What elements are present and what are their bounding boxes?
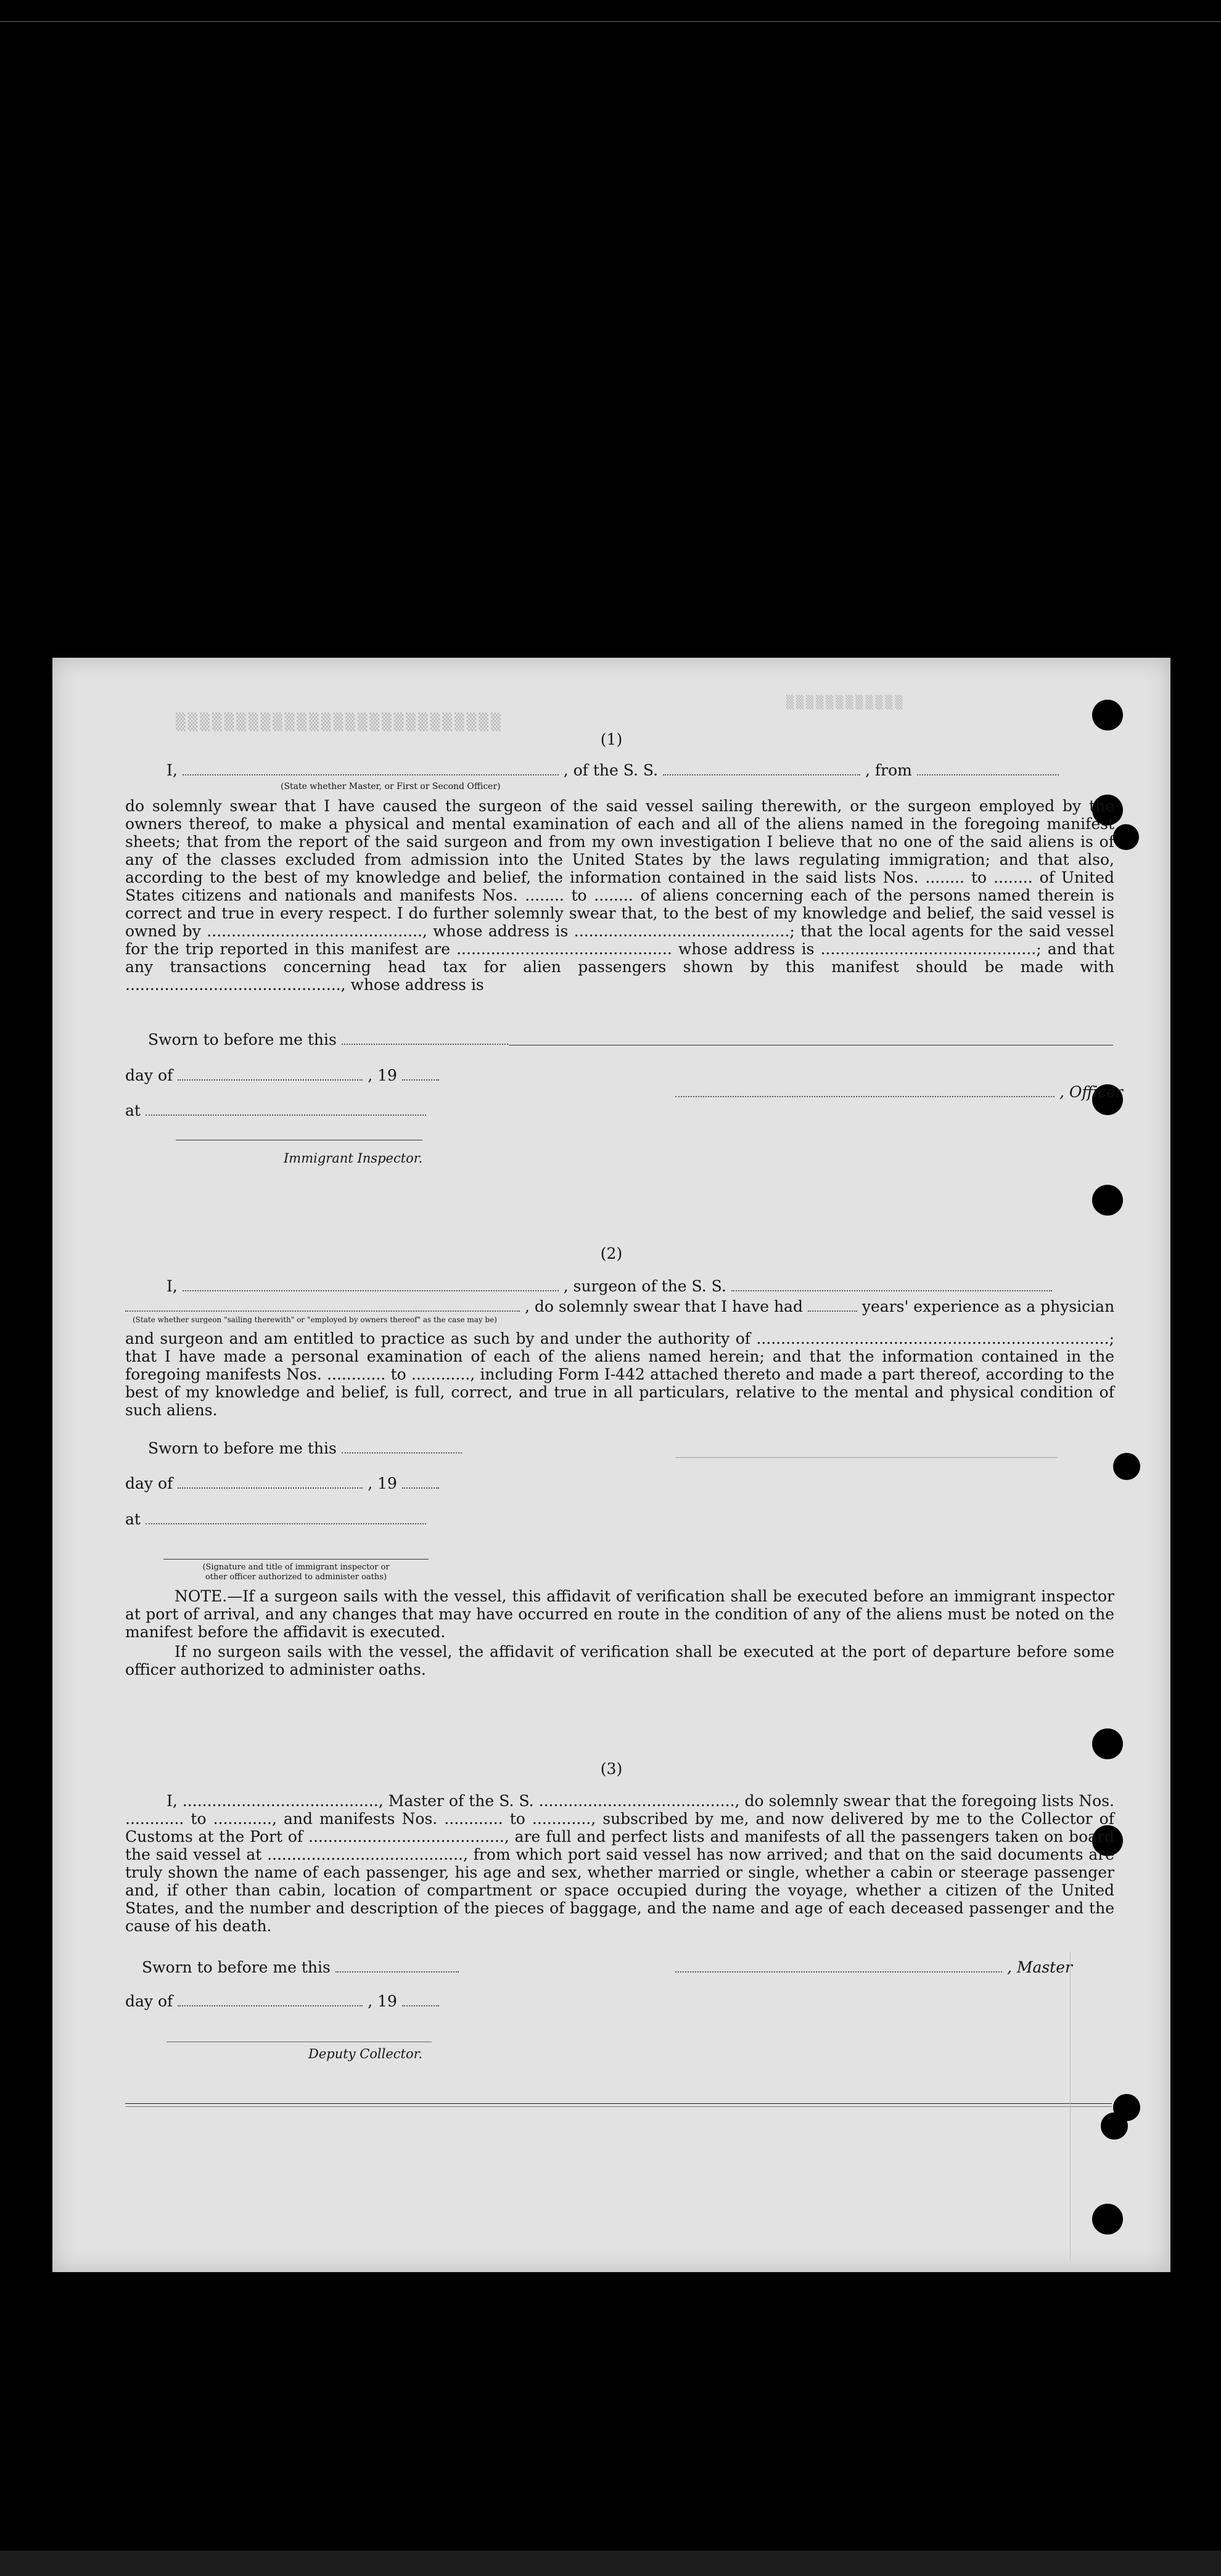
s1-from-blank[interactable]: [917, 774, 1059, 775]
s2-at-blank[interactable]: [146, 1523, 426, 1524]
s1-year-blank[interactable]: [402, 1079, 439, 1081]
s2-i-label: I,: [166, 1277, 178, 1295]
s3-master-label: , Master: [1006, 1958, 1072, 1976]
s2-at-line: [125, 1510, 426, 1529]
punch-hole: [1092, 700, 1123, 730]
s1-at-label: at: [125, 1102, 141, 1119]
s1-inspector-caption: Immigrant Inspector.: [284, 1151, 423, 1166]
s2-sworn-label: Sworn to before me this: [148, 1439, 337, 1457]
s2-signature-line: [675, 1457, 1058, 1458]
s1-officer-blank[interactable]: [675, 1096, 1054, 1097]
s3-body: I, ........................................, Master of the S. S. ........................................, do solemnly swear that the foregoing lists Nos. ............ to ............, and manifests Nos. ............ to ............, subscribed by me, and now delivered by me to the Collector of Customs at the Port of ........................................, are full and perfect lists and manifests of all the passengers taken on board the said vessel at ........................................, from which port said vessel has now arrived; and that on the said documents are truly shown the name of each passenger, his age and sex, whether married or single, whether a cabin or steerage passenger and, if other than cabin, location of compartment or space occupied during the voyage, whether a citizen of the United States, and the number and description of the pieces of baggage, and the name and age of each deceased passenger and the cause of his death.: [125, 1792, 1114, 1935]
s2-sig-caption-1: (Signature and title of immigrant inspector or: [202, 1563, 390, 1572]
s2-day-blank[interactable]: [178, 1487, 363, 1489]
s3-collector-caption: Deputy Collector.: [308, 2046, 423, 2061]
bleed-through-header: ▒▒▒▒▒▒▒▒▒▒▒▒▒▒▒▒▒▒▒▒▒▒▒▒▒▒▒: [176, 713, 503, 732]
s1-body: do solemnly swear that I have caused the surgeon of the said vessel sailing therewith, or the surgeon employed by the owners thereof, to make a physical and mental examination of each and all of the aliens named in the foregoing manifest sheets; that from the report of the said surgeon and from my own investigation I believe that no one of the said aliens is of any of the classes excluded from admission into the United States by the laws regulating immigration; and that also, according to the best of my knowledge and belief, the information contained in the said lists Nos. ........ to ........ of United States citizens and nationals and manifests Nos. ........ to ........ of aliens concerning each of the persons named therein is correct and true in every respect. I do further solemnly swear that, to the best of my knowledge and belief, the said vessel is owned by ............................................, whose address is ............................................; that the local agents for the said vessel for the trip reported in this manifest are ............................................ whose address is ............................................; and that any transactions concerning head tax for alien passengers shown by this manifest should be made with ............................................, whose address is: [125, 797, 1114, 994]
s1-sworn-label: Sworn to before me this: [148, 1031, 337, 1049]
s2-status-blank[interactable]: [125, 1310, 520, 1312]
s1-officer-label: , Officer: [1059, 1083, 1123, 1101]
s2-name-blank[interactable]: [183, 1290, 559, 1291]
s3-year-label: , 19: [368, 1992, 397, 2010]
s3-master-blank[interactable]: [675, 1971, 1002, 1973]
s2-years-blank[interactable]: [808, 1310, 857, 1312]
s1-line-i: [166, 761, 1059, 780]
top-border-line: [0, 21, 1221, 22]
s2-swear-label: , do solemnly swear that I have had: [524, 1298, 803, 1315]
s1-from-label: , from: [865, 761, 912, 779]
s3-sworn-blank[interactable]: [335, 1971, 459, 1973]
bottom-rule-2: [125, 2106, 1112, 2107]
s2-sworn-blank[interactable]: [342, 1452, 462, 1454]
section-3-heading: (3): [600, 1760, 623, 1778]
s3-day-label: day of: [125, 1992, 173, 2010]
s2-surgeon-label: , surgeon of the S. S.: [563, 1277, 726, 1295]
s1-officer-caption: (State whether Master, or First or Second Officer): [281, 782, 501, 791]
s1-i-label: I,: [166, 761, 178, 779]
s2-status-caption: (State whether surgeon "sailing therewith" or "employed by owners thereof" as the case may be): [133, 1315, 497, 1324]
punch-hole: [1092, 1185, 1123, 1216]
s2-years-label: years' experience as a physician: [861, 1298, 1115, 1315]
s2-line-i: [166, 1277, 1052, 1296]
s1-day-line: [125, 1066, 439, 1085]
s3-year-blank[interactable]: [402, 2005, 439, 2006]
s3-sworn-line: [142, 1958, 459, 1977]
bottom-band: [0, 2551, 1221, 2576]
s3-day-blank[interactable]: [178, 2005, 363, 2006]
s1-ship-blank[interactable]: [663, 774, 860, 775]
s1-at-line: [125, 1102, 426, 1120]
s1-day-blank[interactable]: [178, 1079, 363, 1081]
s2-year-label: , 19: [368, 1474, 397, 1492]
punch-hole: [1092, 1728, 1123, 1759]
section-1-heading: (1): [600, 730, 623, 748]
s1-year-label: , 19: [368, 1066, 397, 1084]
s1-of-ss-label: , of the S. S.: [563, 761, 659, 779]
s1-sworn-blank[interactable]: [342, 1044, 508, 1045]
s3-day-line: [125, 1992, 439, 2011]
s1-name-blank[interactable]: [183, 774, 559, 775]
s2-sworn-line: [148, 1439, 462, 1458]
s2-day-line: [125, 1474, 439, 1493]
s2-sig-caption-2: other officer authorized to administer oaths): [205, 1572, 387, 1582]
s1-at-blank[interactable]: [146, 1114, 426, 1116]
s2-body: and surgeon and am entitled to practice as such by and under the authority of ........................................................................; that I have made a personal examination of each of the aliens named herein; and that the information contained in the foregoing manifests Nos. ............ to ............, including Form I-442 attached thereto and made a part thereof, according to the best of my knowledge and belief, is full, correct, and true in all particulars, relative to the mental and physical condition of such aliens.: [125, 1330, 1114, 1419]
s1-officer-line: [675, 1083, 1123, 1102]
s2-at-label: at: [125, 1510, 141, 1528]
s1-day-label: day of: [125, 1066, 173, 1084]
manifest-affidavit-page: [52, 658, 1170, 2272]
bleed-through-stamp: ▒▒▒▒▒▒▒▒▒▒▒▒: [786, 695, 905, 709]
s3-sworn-label: Sworn to before me this: [142, 1958, 331, 1976]
s2-note: NOTE.—If a surgeon sails with the vessel, this affidavit of verification shall be executed before an immigrant inspector at port of arrival, and any changes that may have occurred en route in the condition of any of the aliens must be noted on the manifest before the affidavit is executed.: [125, 1587, 1114, 1641]
s3-master-line: [675, 1958, 1072, 1977]
s2-day-label: day of: [125, 1474, 173, 1492]
section-2-heading: (2): [600, 1245, 623, 1262]
s2-inspector-line: [163, 1559, 429, 1560]
punch-hole: [1113, 824, 1139, 850]
punch-hole: [1113, 1453, 1140, 1480]
bleed-through-column: [1070, 1952, 1138, 2260]
s2-swear-line: [125, 1298, 1114, 1316]
s1-sworn-line: [148, 1031, 508, 1049]
s2-note-2: If no surgeon sails with the vessel, the affidavit of verification shall be executed at the port of departure before some officer authorized to administer oaths.: [125, 1643, 1114, 1678]
bottom-rule-1: [125, 2103, 1112, 2104]
s2-year-blank[interactable]: [402, 1487, 439, 1489]
s2-ship-blank[interactable]: [731, 1290, 1052, 1291]
